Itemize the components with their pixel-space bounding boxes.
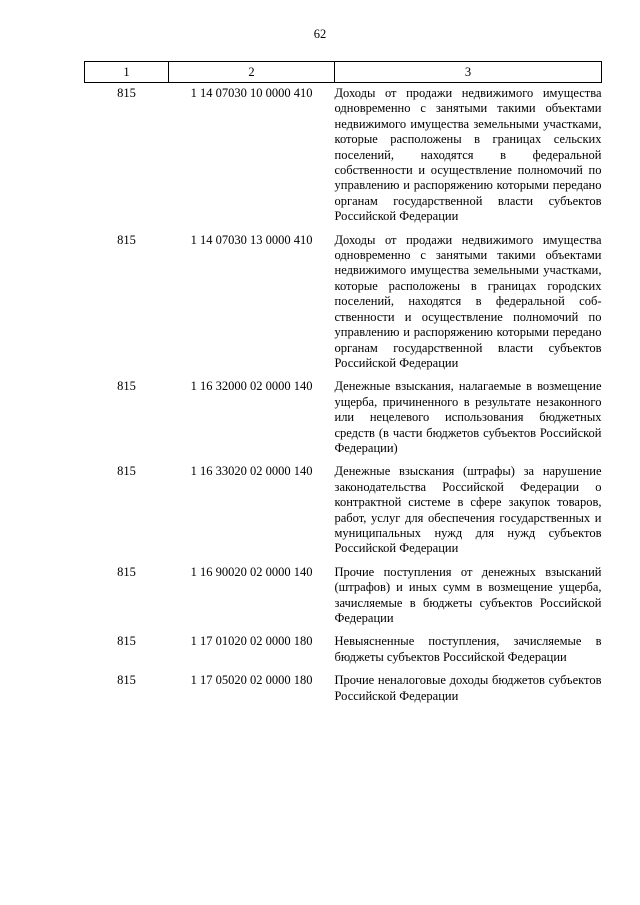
header-column-3: 3 [335, 62, 602, 83]
table-row [85, 561, 602, 631]
description-cell: Невыясненные поступления, зачисляемые в бюджеты субъектов Российской Федерации [334, 634, 602, 664]
table-row [85, 229, 602, 376]
description-cell: Денежные взыскания, налагаемые в возмещение ущерба, причиненного в результате незаконного или нецелевого использования бюджетных средств (в части бюджетов субъектов Российской Федерации) [334, 379, 602, 455]
revenue-code-cell: 1 14 07030 10 0000 410 [190, 86, 313, 100]
description-cell: Денежные взыскания (штрафы) за нарушение законодательства Российской Федерации о контрактной системе в сфере закупок товаров, работ, услуг для обеспечения государственных и муниципальных нужд для нужд субъектов Российской Федерации [334, 464, 602, 556]
revenue-codes-table [84, 61, 602, 708]
table-row [85, 460, 602, 560]
table-header-row [85, 62, 602, 83]
page-number: 62 [313, 27, 327, 41]
revenue-code-cell: 1 14 07030 13 0000 410 [190, 232, 313, 247]
revenue-code-cell: 1 16 32000 02 0000 140 [190, 379, 313, 394]
revenue-code-cell: 1 17 05020 02 0000 180 [190, 673, 313, 688]
header-column-2: 2 [169, 62, 335, 83]
table-row [85, 630, 602, 669]
revenue-code-cell: 1 17 01020 02 0000 180 [190, 634, 313, 649]
table-row [85, 83, 602, 229]
description-cell: Прочие поступления от денежных взысканий (штрафов) и иных сумм в возмещение ущерба, зачисляемые в бюджеты субъектов Российской Федерации [334, 564, 602, 625]
admin-code-cell: 815 [117, 564, 136, 579]
header-column-1: 1 [85, 62, 169, 83]
revenue-code-cell: 1 16 90020 02 0000 140 [190, 564, 313, 579]
table-row [85, 669, 602, 708]
description-cell: Доходы от продажи недвижимого имущества одновременно с занятыми такими объектами недвижимого имущества земельными участками, которые расположены в границах сельских поселений, находятся в федеральной собственности и осуществление полномочий по управлению и распоряжению которыми передано органам государственной власти субъектов Российской Федерации [334, 86, 602, 224]
description-cell: Прочие неналоговые доходы бюджетов субъектов Российской Федерации [334, 673, 602, 703]
description-cell: Доходы от продажи недвижимого имущества одновременно с занятыми такими объектами недвижимого имущества земельными участками, которые расположены в границах городских поселений, находятся в федеральной собственности и осуществление полномочий по управлению и распоряжению которыми передано органам государственной власти субъектов Российской Федерации [334, 232, 602, 370]
admin-code-cell: 815 [117, 232, 136, 247]
admin-code-cell: 815 [117, 673, 136, 688]
admin-code-cell: 815 [117, 86, 136, 100]
revenue-code-cell: 1 16 33020 02 0000 140 [190, 464, 313, 479]
table-row [85, 375, 602, 460]
admin-code-cell: 815 [117, 634, 136, 649]
admin-code-cell: 815 [117, 464, 136, 479]
admin-code-cell: 815 [117, 379, 136, 394]
